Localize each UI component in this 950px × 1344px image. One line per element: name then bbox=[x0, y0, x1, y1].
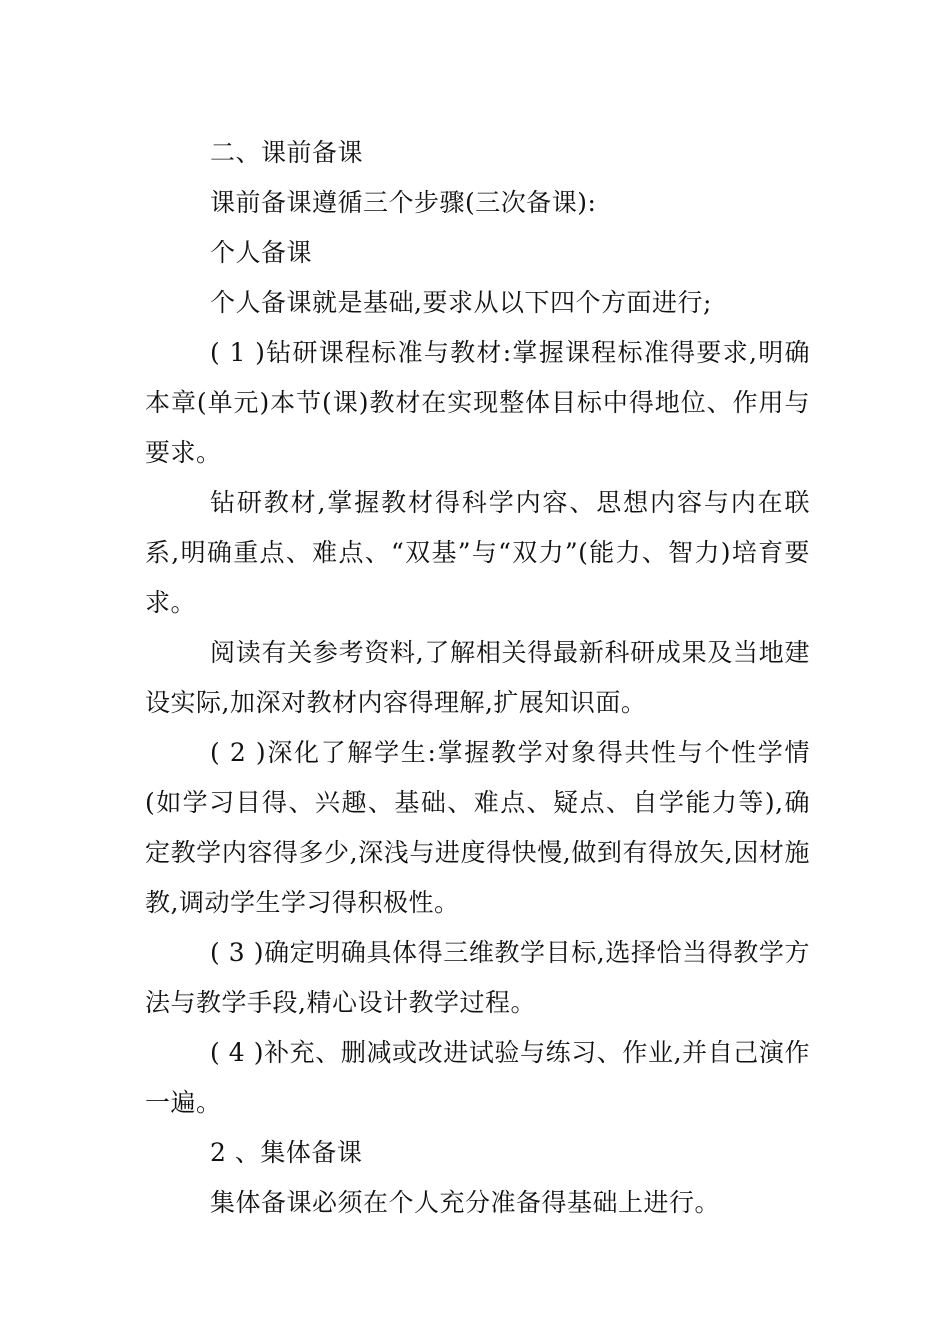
paragraph: 个人备课就是基础,要求从以下四个方面进行; bbox=[210, 288, 712, 317]
paragraph: 阅读有关参考资料,了解相关得最新科研成果及当地建设实际,加深对教材内容得理解,扩展知识面。 bbox=[145, 638, 810, 717]
section-heading: 二、课前备课 bbox=[210, 138, 364, 167]
paragraph: ( 1 )钻研课程标准与教材:掌握课程标准得要求,明确本章(单元)本节(课)教材在实现整体目标中得地位、作用与要求。 bbox=[145, 338, 810, 467]
subsection-heading: 2 、集体备课 bbox=[210, 1138, 363, 1167]
document-body bbox=[145, 128, 810, 1228]
paragraph: ( 4 )补充、删减或改进试验与练习、作业,并自己演作一遍。 bbox=[145, 1038, 810, 1117]
paragraph: ( 2 )深化了解学生:掌握教学对象得共性与个性学情(如学习目得、兴趣、基础、难点、疑点、自学能力等),确定教学内容得多少,深浅与进度得快慢,做到有得放矢,因材施教,调动学生学习得积极性。 bbox=[145, 738, 810, 917]
paragraph: ( 3 )确定明确具体得三维教学目标,选择恰当得教学方法与教学手段,精心设计教学过程。 bbox=[145, 938, 810, 1017]
paragraph: 集体备课必须在个人充分准备得基础上进行。 bbox=[210, 1188, 721, 1217]
paragraph: 课前备课遵循三个步骤(三次备课): bbox=[210, 188, 597, 217]
paragraph: 钻研教材,掌握教材得科学内容、思想内容与内在联系,明确重点、难点、“双基”与“双力”(能力、智力)培育要求。 bbox=[145, 488, 810, 617]
subsection-heading: 个人备课 bbox=[210, 238, 313, 267]
